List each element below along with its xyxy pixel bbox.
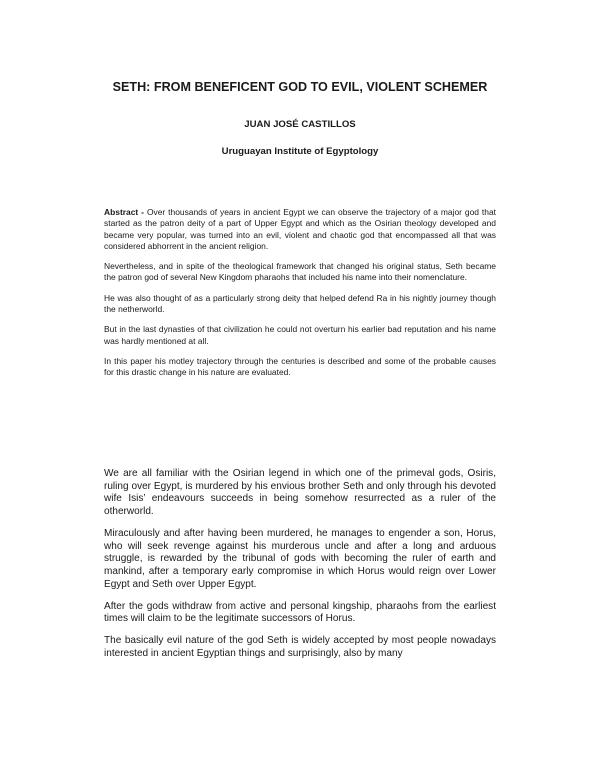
abstract-label: Abstract - (104, 207, 144, 217)
body-paragraph: Miraculously and after having been murdered, he manages to engender a son, Horus, who will seek revenge against his murderous uncle and after a long and arduous struggle, is rewarded by the tribunal of gods with becoming the ruler of earth and mankind, after a temporary early compromise in which Horus would reign over Lower Egypt and Seth over Upper Egypt. (104, 528, 496, 590)
abstract-paragraph: In this paper his motley trajectory through the centuries is described and some of the probable causes for this drastic change in his nature are evaluated. (104, 355, 496, 378)
body-paragraph: After the gods withdraw from active and personal kingship, pharaohs from the earliest times will claim to be the legitimate successors of Horus. (104, 600, 496, 625)
body-paragraph: The basically evil nature of the god Seth is widely accepted by most people nowadays interested in ancient Egyptian things and surprisingly, also by many (104, 635, 496, 659)
abstract-text: Over thousands of years in ancient Egypt we can observe the trajectory of a major god that started as the patron deity of a part of Upper Egypt and which as the Osirian theology developed and became very popular, was turned into an evil, violent and chaotic god that encompassed all that was considered abhorrent in the ancient religion. (104, 207, 496, 251)
abstract-paragraph: He was also thought of as a particularly strong deity that helped defend Ra in his nightly journey though the netherworld. (104, 292, 496, 315)
author-name: JUAN JOSÉ CASTILLOS (244, 119, 356, 130)
body-paragraph: We are all familiar with the Osirian legend in which one of the primeval gods, Osiris, ruling over Egypt, is murdered by his envious brother Seth and only through his devoted wife Isis’ endeavours succeeds in being somehow resurrected as a ruler of the otherworld. (104, 468, 496, 518)
abstract-paragraph: Nevertheless, and in spite of the theological framework that changed his original status, Seth became the patron god of several New Kingdom pharaohs that included his name into their nomenclature. (104, 261, 496, 283)
abstract-paragraph: But in the last dynasties of that civilization he could not overturn his earlier bad reputation and his name was hardly mentioned at all. (104, 324, 496, 346)
paper-title: SETH: FROM BENEFICENT GOD TO EVIL, VIOLENT SCHEMER (112, 80, 488, 94)
author-affiliation: Uruguayan Institute of Egyptology (221, 146, 379, 157)
body-text (104, 468, 496, 661)
abstract-paragraph (104, 207, 496, 252)
abstract-section (104, 207, 496, 379)
